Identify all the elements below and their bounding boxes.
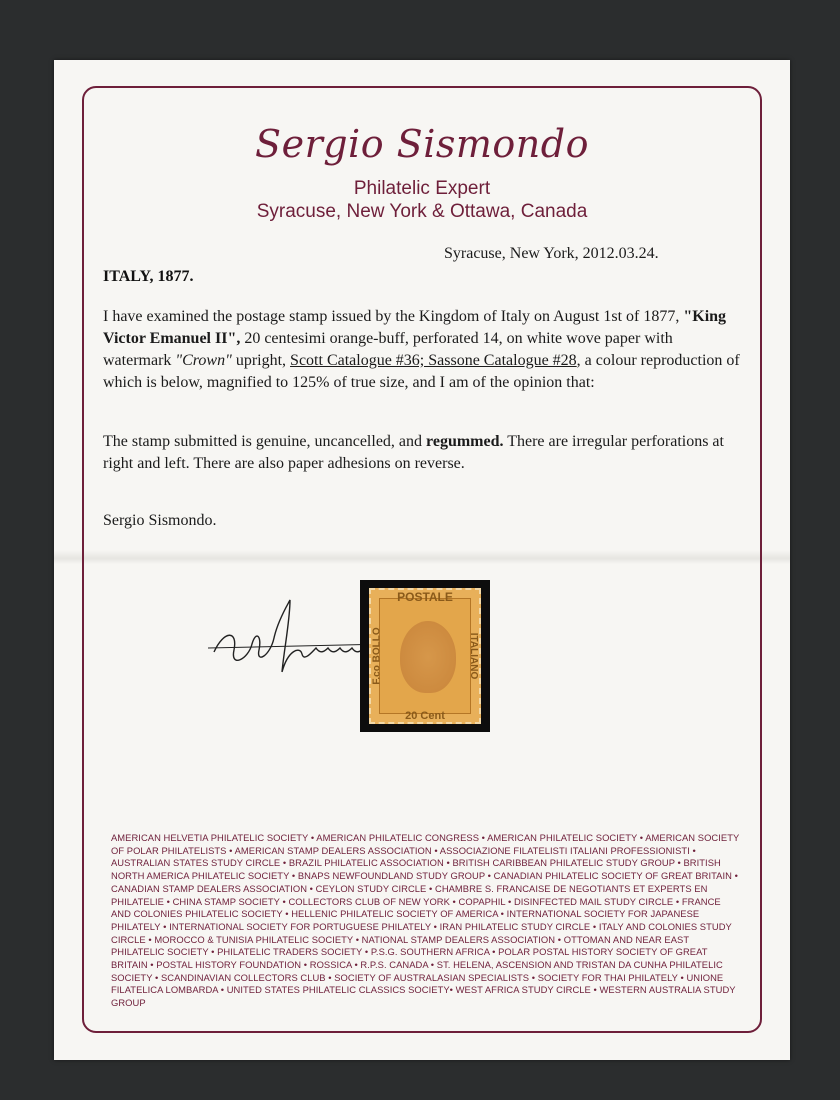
portrait-icon	[400, 621, 456, 693]
stamp-right-text: ITALIANO	[467, 632, 479, 680]
certificate-heading: ITALY, 1877.	[103, 268, 194, 285]
society-memberships: AMERICAN HELVETIA PHILATELIC SOCIETY • AMERICAN PHILATELIC CONGRESS • AMERICAN PHILATELIC SOCIETY • AMERICAN SOCIETY OF POLAR PHILATELISTS • AMERICAN STAMP DEALERS ASSOCIATION • ASSOCIAZIONE FILATELISTI ITALIANI PROFESSIONISTI • AUSTRALIAN STATES STUDY CIRCLE • BRAZIL PHILATELIC ASSOCIATION • BRITISH CARIBBEAN PHILATELIC STUDY GROUP • BRITISH NORTH AMERICA PHILATELIC SOCIETY • BNAPS NEWFOUNDLAND STUDY GROUP • CANADIAN PHILATELIC SOCIETY OF GREAT BRITAIN • CANADIAN STAMP DEALERS ASSOCIATION • CEYLON STUDY CIRCLE • CHAMBRE S. FRANCAISE DE NEGOTIANTS ET EXPERTS EN PHILATELIE • CHINA STAMP SOCIETY • COLLECTORS CLUB OF NEW YORK • COPAPHIL • DISINFECTED MAIL STUDY CIRCLE • FRANCE AND COLONIES PHILATELIC SOCIETY • HELLENIC PHILATELIC SOCIETY OF AMERICA • INTERNATIONAL SOCIETY FOR JAPANESE PHILATELY • INTERNATIONAL SOCIETY FOR PORTUGUESE PHILATELY • IRAN PHILATELIC STUDY CIRCLE • ITALY AND COLONIES STUDY CIRCLE • MOROCCO & TUNISIA PHILATELIC SOCIETY • NATIONAL STAMP DEALERS ASSOCIATION • OTTOMAN AND NEAR EAST PHILATELIC SOCIETY • PHILATELIC TRADERS SOCIETY • P.S.G. SOUTHERN AFRICA • POLAR POSTAL HISTORY SOCIETY OF GREAT BRITAIN • POSTAL HISTORY FOUNDATION • ROSSICA • R.P.S. CANADA • ST. HELENA, ASCENSION AND TRISTAN DA CUNHA PHILATELIC SOCIETY • SCANDINAVIAN COLLECTORS CLUB • SOCIETY OF AUSTRALASIAN SPECIALISTS • SOCIETY FOR THAI PHILATELY • UNIONE FILATELICA LOMBARDA • UNITED STATES PHILATELIC CLASSICS SOCIETY• WEST AFRICA STUDY CIRCLE • WESTERN AUSTRALIA STUDY GROUP	[111, 832, 740, 1009]
examination-paragraph	[103, 306, 743, 394]
expert-name: Sergio Sismondo	[255, 122, 589, 166]
stamp-description: 20 centesimi orange-buff, perforated 14, on white wove paper with watermark	[103, 330, 673, 369]
stamp-frame	[379, 598, 471, 714]
stamp-top-text: POSTALE	[397, 590, 453, 604]
stamp-image-mount	[360, 580, 490, 732]
opinion-intro: The stamp submitted is genuine, uncancelled, and	[103, 433, 427, 450]
catalogue-reference: Scott Catalogue #36; Sassone Catalogue #28	[290, 352, 577, 369]
watermark-text: upright,	[231, 352, 291, 369]
opinion-emphasis: regummed.	[426, 433, 504, 450]
stamp-image	[369, 588, 481, 724]
signoff-name: Sergio Sismondo.	[103, 512, 217, 529]
stamp-left-text: F.co BOLLO	[371, 627, 383, 685]
stamp-name: "King Victor Emanuel II",	[103, 308, 727, 347]
expert-title: Philatelic Expert	[353, 178, 491, 199]
opinion-paragraph	[103, 431, 743, 475]
expert-location: Syracuse, New York & Ottawa, Canada	[256, 201, 588, 222]
opinion-rest: There are irregular perforations at right and left. There are also paper adhesions on reverse.	[103, 433, 724, 472]
paragraph-closing: , a colour reproduction of which is below, magnified to 125% of true size, and I am of the opinion that:	[103, 352, 740, 391]
stamp-value-text: 20 Cent	[405, 710, 445, 722]
watermark-name: "Crown"	[175, 352, 232, 369]
paragraph-intro: I have examined the postage stamp issued by the Kingdom of Italy on August 1st of 1877,	[103, 308, 680, 325]
certificate-date: Syracuse, New York, 2012.03.24.	[444, 245, 659, 262]
certificate-paper	[54, 60, 790, 1060]
